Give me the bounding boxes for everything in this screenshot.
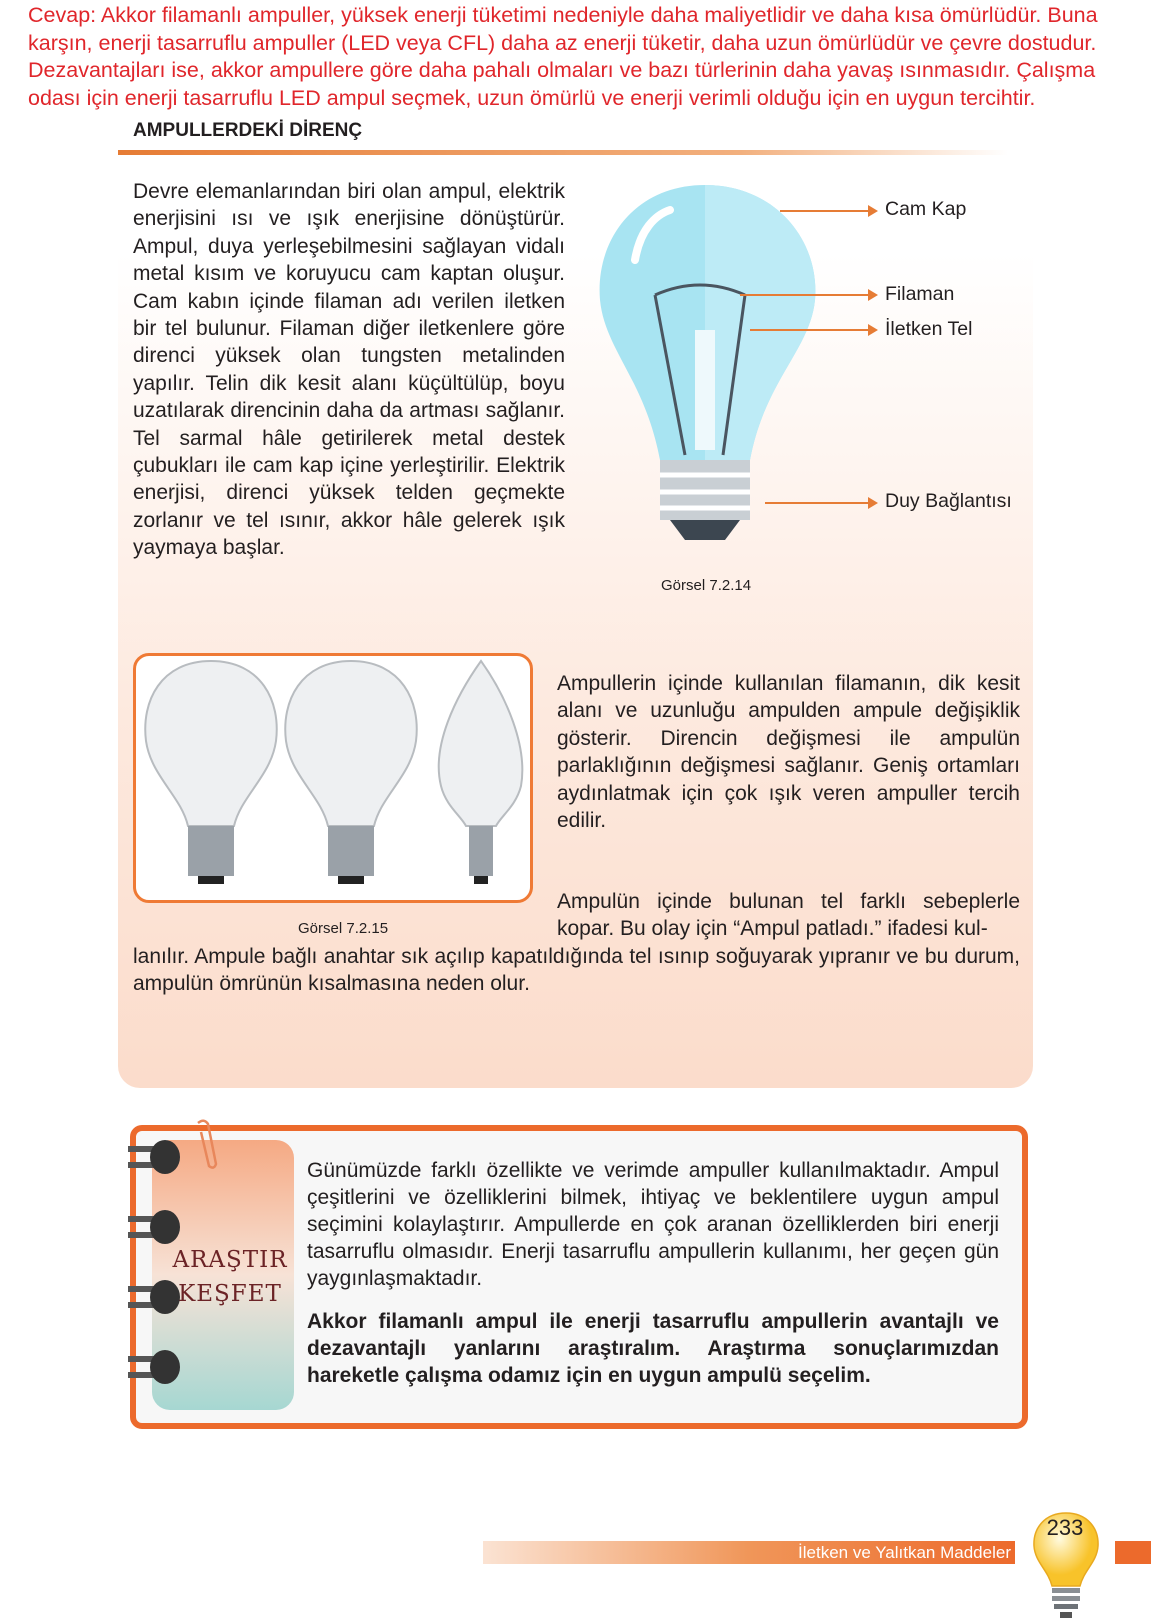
research-task: Akkor filamanlı ampul ile enerji tasarruflu ampullerin avantajlı ve dezavantajlı yanlarını araştıralım. Araştırma sonuçlarımızdan hareketle çalışma odamız için en uygun ampulü seçelim. [307, 1310, 999, 1387]
answer-text: Cevap: Akkor filamanlı ampuller, yüksek enerji tüketimi nedeniyle daha maliyetlidir ve daha kısa ömürlüdür. Buna karşın, enerji tasarruflu ampuller (LED veya CFL) daha az enerji tüketir, daha uzun ömürlüdür ve çevre dostudur. Dezavantajları ise, akkor ampullere göre daha pahalı olmaları ve bazı türlerinin daha yavaş ısınmasıdır. Çalışma odası için enerji tasarruflu LED ampul seçmek, uzun ömürlü ve enerji verimli olduğu için en uygun tercihtir. [28, 3, 1098, 110]
research-text: Günümüzde farklı özellikte ve verimde ampuller kullanılmaktadır. Ampul çeşitlerini ve özelliklerini bilmek, ihtiyaç ve beklentilere uygun ampul seçimini kolaylaştırır. Ampullerde en çok aranan özelliklerden biri enerji tasarruflu olmasıdır. Enerji tasarruflu ampullerin kullanımı, her geçen gün yaygınlaşmaktadır. [307, 1159, 999, 1290]
arrow-iletken-tel [750, 329, 876, 331]
title-rule [118, 150, 1008, 155]
arrow-duy [765, 502, 876, 504]
paragraph-intro: Devre elemanlarından biri olan ampul, elektrik enerjisini ısı ve ışık enerjisine dönüştürür. Ampul, duya yerleşebilmesini sağlayan vidalı metal kısım ve koruyucu cam kaptan oluşur. Cam kabın içinde filaman adı verilen iletken bir tel bulunur. Filaman diğer iletkenlere göre direnci yüksek olan tungsten metalinden yapılır. Telin dik kesit alanı küçültülüp, boyu uzatılarak direncinin daha da artması sağlanır. Tel sarmal hâle getirilerek metal destek çubukları ile cam kap içine yerleştirilir. Elektrik enerjisi, direnci yüksek telden geçmekte zorlanır ve tel ısınır, akkor hâle gelerek ışık yaymaya başlar. [133, 180, 565, 560]
section-title: AMPULLERDEKİ DİRENÇ [133, 120, 363, 141]
arrow-filaman [740, 294, 876, 296]
spiral-ring-icon [128, 1140, 180, 1174]
paperclip-icon [190, 1118, 220, 1173]
label-cam-kap: Cam Kap [885, 198, 967, 220]
spiral-ring-icon [128, 1350, 180, 1384]
research-tab-label [170, 1243, 290, 1311]
bulb-photos [133, 653, 533, 903]
spiral-ring-icon [128, 1210, 180, 1244]
paragraph-burst-b: lanılır. Ampule bağlı anahtar sık açılıp kapatıldığında tel ısınıp soğuyarak yıpranır ve bu durum, ampulün ömrünün kısalmasına neden olur. [133, 945, 1020, 996]
footer-bar-right [1115, 1541, 1151, 1564]
tab-line-arastir: ARAŞTIR [172, 1247, 288, 1273]
footer-chapter: İletken ve Yalıtkan Maddeler [483, 1541, 1015, 1564]
page-number: 233 [1046, 1515, 1084, 1540]
label-iletken-tel: İletken Tel [885, 318, 973, 340]
paragraph-burst-a: Ampulün içinde bulunan tel farklı sebeplerle kopar. Bu olay için “Ampul patladı.” ifadesi kul- [557, 890, 1020, 941]
tab-line-kesfet: KEŞFET [178, 1281, 282, 1307]
label-filaman: Filaman [885, 283, 955, 305]
caption-photos: Görsel 7.2.15 [298, 920, 389, 937]
arrow-cam-kap [780, 210, 876, 212]
bulb-photo-image [136, 656, 530, 900]
caption-diagram: Görsel 7.2.14 [661, 577, 752, 594]
paragraph-filament: Ampullerin içinde kullanılan filamanın, dik kesit alanı ve uzunluğu ampulden ampule değişiklik gösterir. Direncin değişmesi ile ampulün parlaklığının değişmesi sağlanır. Geniş ortamları aydınlatmak için çok ışık veren ampuller tercih edilir. [557, 672, 1020, 833]
label-duy: Duy Bağlantısı [885, 490, 1012, 512]
